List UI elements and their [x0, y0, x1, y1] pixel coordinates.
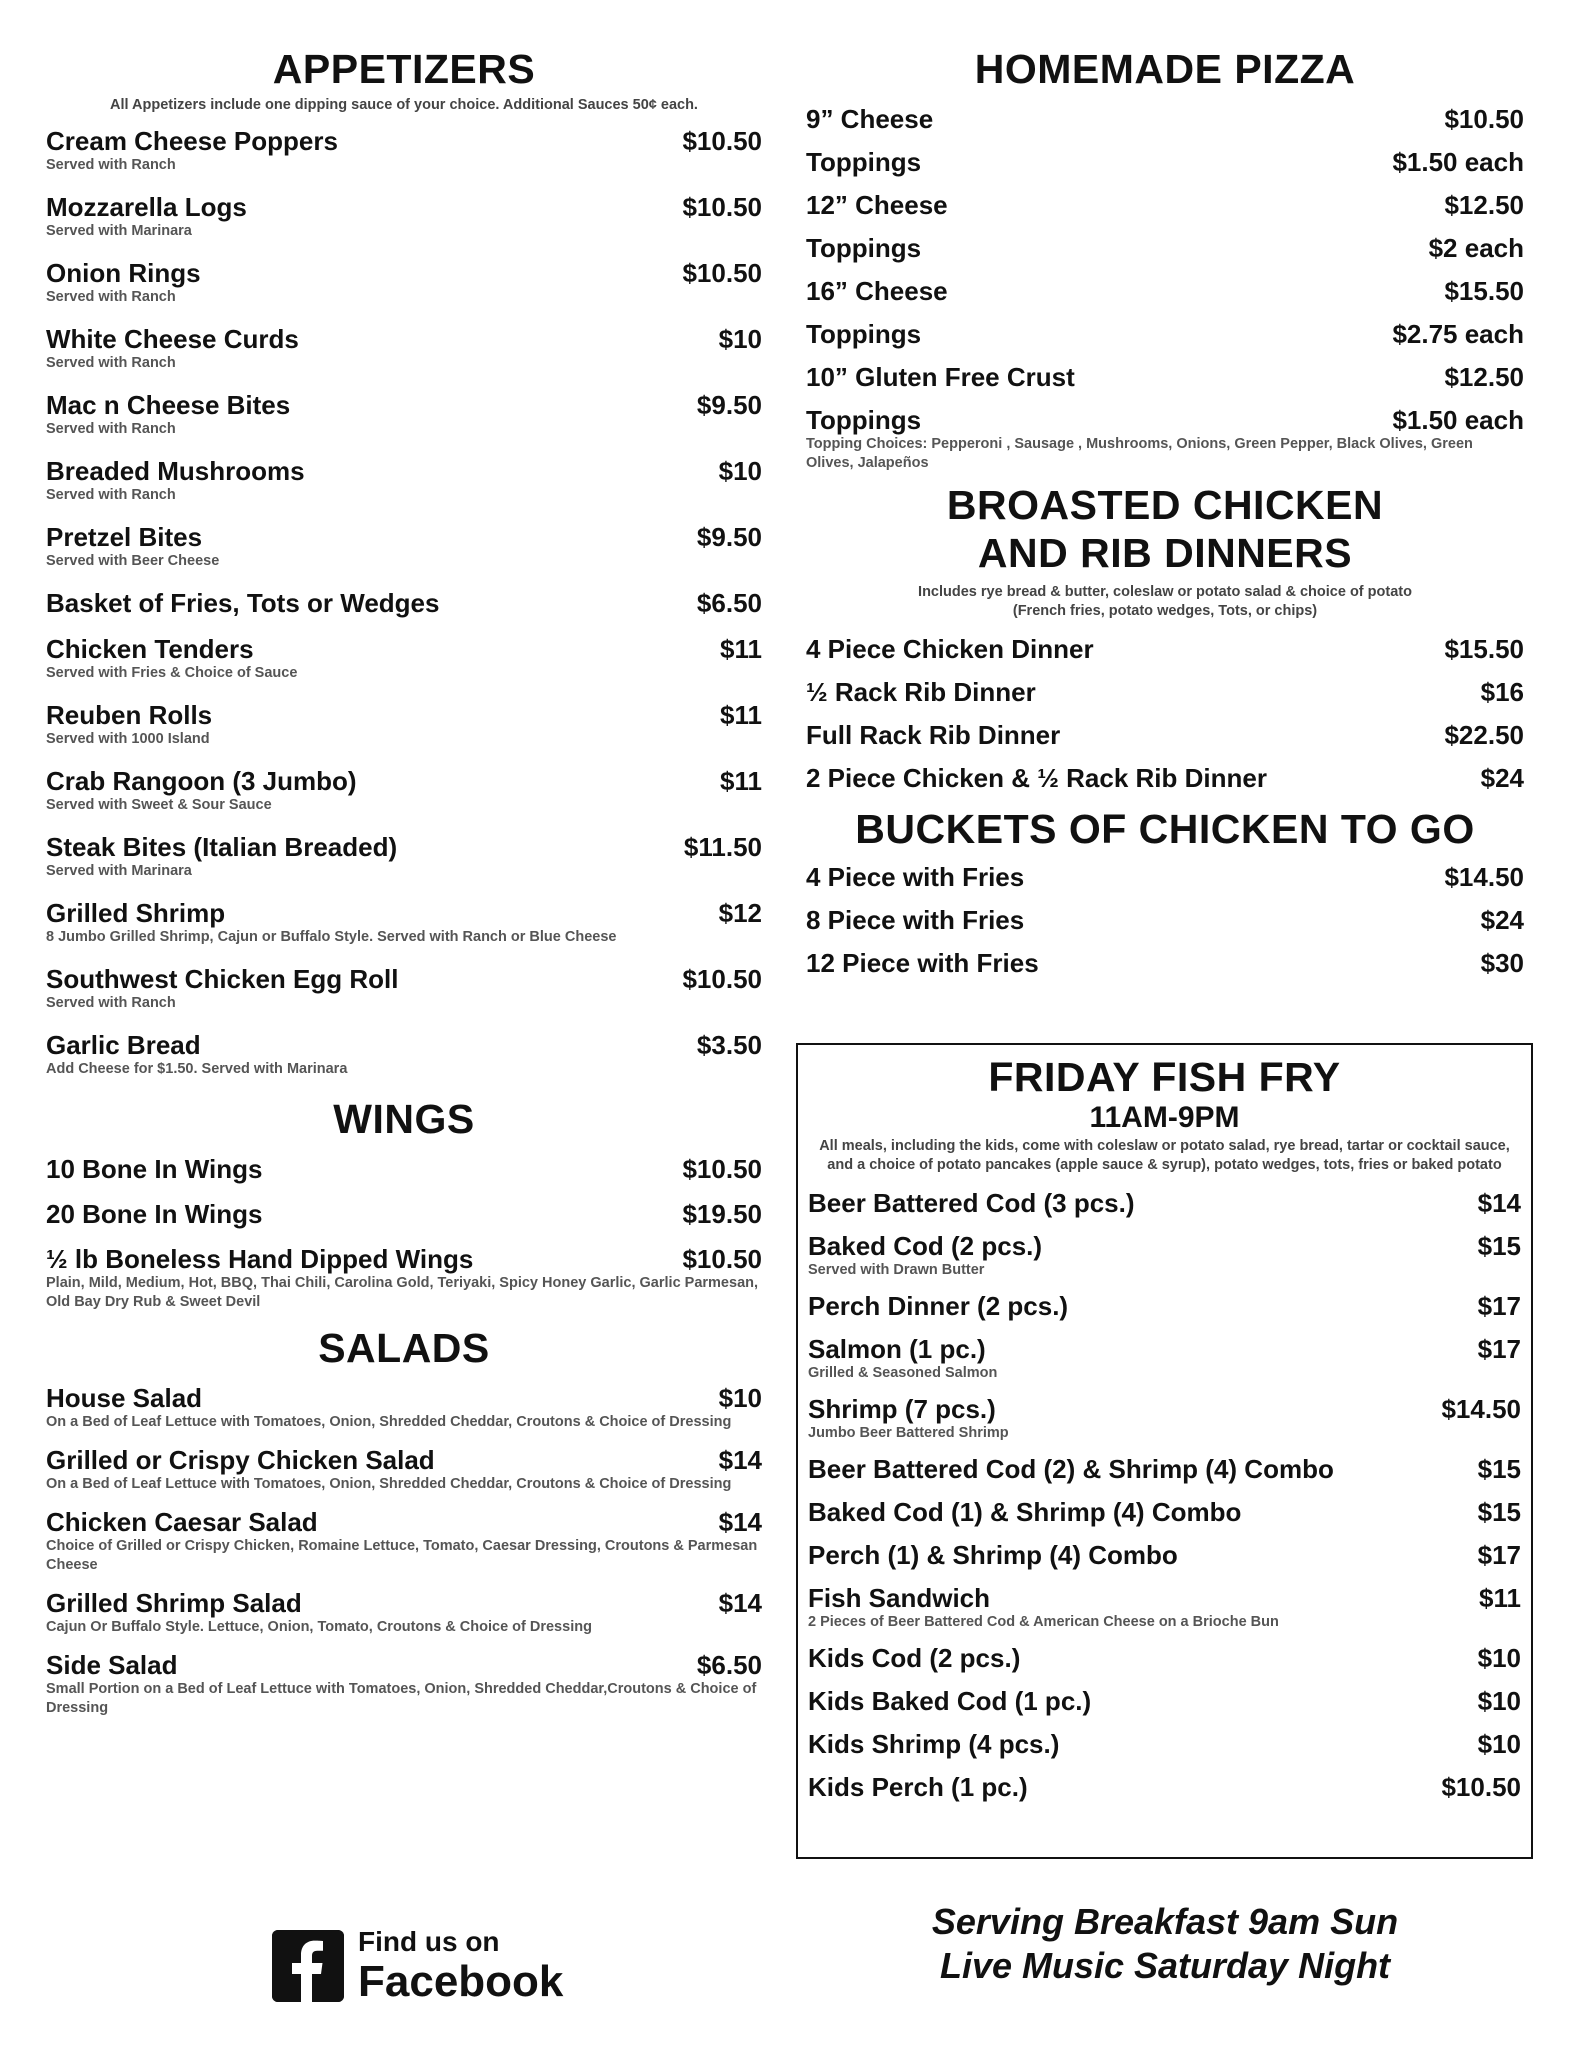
menu-item-name: White Cheese Curds — [46, 324, 299, 354]
menu-item-row — [46, 587, 762, 619]
menu-item-row — [808, 1333, 1521, 1365]
menu-item-name: Onion Rings — [46, 258, 201, 288]
menu-item-price: $10.50 — [682, 1244, 762, 1274]
menu-item-name: ½ lb Boneless Hand Dipped Wings — [46, 1244, 474, 1274]
menu-item — [806, 762, 1524, 794]
menu-item-price: $12.50 — [1444, 190, 1524, 220]
menu-item-name: Kids Perch (1 pc.) — [808, 1772, 1028, 1802]
menu-item-row — [46, 1444, 762, 1476]
menu-item-row — [808, 1496, 1521, 1528]
menu-item — [806, 947, 1524, 979]
menu-item-name: Perch (1) & Shrimp (4) Combo — [808, 1540, 1178, 1570]
menu-item — [808, 1333, 1521, 1383]
menu-item-name: Grilled Shrimp Salad — [46, 1588, 302, 1618]
menu-item-description: Served with 1000 Island — [46, 731, 210, 747]
menu-item-price: $11 — [720, 634, 762, 664]
menu-item-row — [806, 146, 1524, 178]
menu-item-price: $10 — [1477, 1729, 1521, 1759]
menu-item-description: Served with Marinara — [46, 223, 192, 239]
menu-item-row — [808, 1582, 1521, 1614]
fish-fry-title: FRIDAY FISH FRY — [988, 1054, 1341, 1100]
facebook-badge[interactable] — [272, 1928, 563, 2004]
fish-fry-box — [796, 1043, 1533, 1859]
menu-item-description: On a Bed of Leaf Lettuce with Tomatoes, Onion, Shredded Cheddar, Croutons & Choice of Dressing — [46, 1414, 732, 1430]
menu-item-name: 2 Piece Chicken & ½ Rack Rib Dinner — [806, 763, 1267, 793]
menu-item-row — [808, 1290, 1521, 1322]
menu-item — [808, 1642, 1521, 1674]
menu-item-name: Beer Battered Cod (3 pcs.) — [808, 1188, 1135, 1218]
menu-item — [46, 521, 762, 571]
menu-item-price: $14.50 — [1444, 862, 1524, 892]
menu-item-row — [808, 1187, 1521, 1219]
menu-item-name: Southwest Chicken Egg Roll — [46, 964, 399, 994]
menu-item — [46, 1382, 762, 1432]
menu-item-description: Served with Ranch — [46, 995, 176, 1011]
menu-item-name: Toppings — [806, 147, 922, 177]
broasted-title-line2: AND RIB DINNERS — [977, 530, 1353, 576]
menu-item-price: $10.50 — [1444, 104, 1524, 134]
fish-fry-list — [808, 1187, 1521, 1803]
menu-item-row — [808, 1539, 1521, 1571]
menu-item-row — [46, 323, 762, 355]
menu-item — [46, 1506, 762, 1575]
menu-item-price: $22.50 — [1444, 720, 1524, 750]
menu-item-name: 8 Piece with Fries — [806, 905, 1025, 935]
menu-item-description: Plain, Mild, Medium, Hot, BBQ, Thai Chili, Carolina Gold, Teriyaki, Spicy Honey Garlic, Garlic Parmesan, Old Bay Dry Rub & Sweet Devil — [46, 1275, 759, 1310]
menu-item-name: Perch Dinner (2 pcs.) — [808, 1291, 1069, 1321]
facebook-wordmark: Facebook — [358, 1957, 564, 2006]
menu-item-name: Kids Cod (2 pcs.) — [808, 1643, 1021, 1673]
breakfast-line: Serving Breakfast 9am Sun — [931, 1901, 1399, 1942]
menu-item-name: 10 Bone In Wings — [46, 1154, 263, 1184]
menu-item-row — [46, 963, 762, 995]
menu-item-row — [806, 103, 1524, 135]
menu-item-row — [46, 699, 762, 731]
menu-item — [806, 189, 1524, 221]
menu-item-price: $10.50 — [682, 126, 762, 156]
menu-item-price: $9.50 — [696, 390, 762, 420]
menu-item-name: 16” Cheese — [806, 276, 948, 306]
menu-item — [46, 191, 762, 241]
menu-item-price: $6.50 — [696, 588, 762, 618]
menu-item-row — [46, 1198, 762, 1230]
menu-item — [46, 323, 762, 373]
live-music-line: Live Music Saturday Night — [939, 1945, 1391, 1986]
fish-fry-note-line1: All meals, including the kids, come with coleslaw or potato salad, rye bread, tartar or cocktail sauce, — [819, 1138, 1510, 1154]
menu-item-price: $1.50 each — [1392, 405, 1524, 435]
menu-item — [806, 676, 1524, 708]
menu-item-row — [46, 257, 762, 289]
menu-item-row — [806, 361, 1524, 393]
menu-item-row — [46, 765, 762, 797]
broasted-title-line1: BROASTED CHICKEN — [946, 482, 1384, 528]
menu-item-row — [808, 1393, 1521, 1425]
menu-item-price: $14 — [1477, 1188, 1521, 1218]
broasted-note-line1: Includes rye bread & butter, coleslaw or potato salad & choice of potato — [918, 584, 1412, 600]
menu-item-row — [806, 275, 1524, 307]
menu-item — [806, 719, 1524, 751]
menu-item-row — [46, 1506, 762, 1538]
menu-item-price: $14.50 — [1441, 1394, 1521, 1424]
menu-item — [46, 1444, 762, 1494]
menu-item-price: $10.50 — [682, 192, 762, 222]
menu-item-price: $14 — [718, 1445, 762, 1475]
appetizers-title: APPETIZERS — [272, 46, 536, 92]
menu-item — [46, 1029, 762, 1079]
menu-item-name: Toppings — [806, 319, 922, 349]
menu-item-description: 2 Pieces of Beer Battered Cod & American Cheese on a Brioche Bun — [808, 1614, 1279, 1630]
menu-item-description: Choice of Grilled or Crispy Chicken, Romaine Lettuce, Tomato, Caesar Dressing, Croutons & Parmesan Cheese — [46, 1538, 758, 1573]
appetizers-note: All Appetizers include one dipping sauce of your choice. Additional Sauces 50¢ each. — [110, 97, 698, 113]
menu-item-name: Basket of Fries, Tots or Wedges — [46, 588, 440, 618]
menu-item-description: Served with Drawn Butter — [808, 1262, 985, 1278]
menu-item-row — [46, 1029, 762, 1061]
menu-item-price: $3.50 — [696, 1030, 762, 1060]
menu-item-description: Cajun Or Buffalo Style. Lettuce, Onion, Tomato, Croutons & Choice of Dressing — [46, 1619, 592, 1635]
menu-item — [806, 361, 1524, 393]
menu-item-name: Salmon (1 pc.) — [808, 1334, 986, 1364]
menu-item-row — [808, 1685, 1521, 1717]
menu-item — [46, 587, 762, 619]
menu-item — [46, 699, 762, 749]
menu-item-row — [806, 404, 1524, 436]
menu-item-price: $15.50 — [1444, 634, 1524, 664]
menu-item-name: Kids Baked Cod (1 pc.) — [808, 1686, 1092, 1716]
menu-item-price: $14 — [718, 1507, 762, 1537]
menu-item — [808, 1453, 1521, 1485]
menu-item-price: $1.50 each — [1392, 147, 1524, 177]
menu-item-price: $24 — [1480, 763, 1524, 793]
menu-item-price: $10 — [718, 324, 762, 354]
menu-item-description: 8 Jumbo Grilled Shrimp, Cajun or Buffalo Style. Served with Ranch or Blue Cheese — [46, 929, 617, 945]
menu-item-price: $19.50 — [682, 1199, 762, 1229]
menu-item-price: $17 — [1477, 1334, 1521, 1364]
menu-item-row — [46, 1587, 762, 1619]
menu-item-row — [46, 389, 762, 421]
menu-item-description: Served with Marinara — [46, 863, 192, 879]
facebook-text — [358, 1928, 563, 2004]
left-column — [46, 0, 762, 1730]
menu-item — [46, 1243, 762, 1312]
menu-item-row — [806, 947, 1524, 979]
menu-item — [806, 904, 1524, 936]
menu-item-price: $11 — [720, 700, 762, 730]
menu-item — [46, 1587, 762, 1637]
menu-item-description: Served with Fries & Choice of Sauce — [46, 665, 298, 681]
menu-item — [46, 963, 762, 1013]
menu-item-name: 4 Piece with Fries — [806, 862, 1025, 892]
broasted-list — [806, 633, 1524, 794]
menu-item-name: Mac n Cheese Bites — [46, 390, 291, 420]
menu-item-price: $6.50 — [696, 1650, 762, 1680]
menu-item-row — [808, 1642, 1521, 1674]
wings-title: WINGS — [333, 1096, 475, 1142]
menu-item-row — [806, 861, 1524, 893]
pizza-title: HOMEMADE PIZZA — [974, 46, 1356, 92]
menu-item-price: $10.50 — [1441, 1772, 1521, 1802]
menu-item — [808, 1187, 1521, 1219]
menu-item-name: 9” Cheese — [806, 104, 934, 134]
menu-item-price: $10.50 — [682, 1154, 762, 1184]
menu-item-name: Chicken Tenders — [46, 634, 254, 664]
menu-item-price: $17 — [1477, 1540, 1521, 1570]
menu-item-row — [46, 191, 762, 223]
menu-item-row — [806, 318, 1524, 350]
menu-item-row — [806, 189, 1524, 221]
menu-item-price: $10 — [718, 456, 762, 486]
menu-item — [806, 275, 1524, 307]
menu-item — [808, 1496, 1521, 1528]
menu-item-row — [806, 904, 1524, 936]
menu-item — [808, 1582, 1521, 1632]
menu-item — [46, 1649, 762, 1718]
menu-item-price: $11 — [1479, 1583, 1521, 1613]
menu-item-description: Served with Ranch — [46, 355, 176, 371]
menu-item-name: Grilled or Crispy Chicken Salad — [46, 1445, 435, 1475]
menu-item-price: $15 — [1477, 1497, 1521, 1527]
menu-item-row — [46, 1649, 762, 1681]
menu-item-price: $2 each — [1428, 233, 1524, 263]
menu-item — [46, 1153, 762, 1185]
menu-item-description: Served with Sweet & Sour Sauce — [46, 797, 272, 813]
menu-item — [806, 404, 1524, 473]
menu-item-row — [806, 633, 1524, 665]
menu-item-price: $12.50 — [1444, 362, 1524, 392]
menu-item-row — [808, 1230, 1521, 1262]
salads-list — [46, 1382, 762, 1718]
menu-item-description: Grilled & Seasoned Salmon — [808, 1365, 998, 1381]
menu-item-price: $9.50 — [696, 522, 762, 552]
menu-item-price: $16 — [1480, 677, 1524, 707]
broasted-note-line2: (French fries, potato wedges, Tots, or chips) — [1012, 603, 1318, 619]
menu-item-name: Chicken Caesar Salad — [46, 1507, 318, 1537]
menu-item-price: $17 — [1477, 1291, 1521, 1321]
menu-item-description: On a Bed of Leaf Lettuce with Tomatoes, Onion, Shredded Cheddar, Croutons & Choice of Dressing — [46, 1476, 732, 1492]
menu-item — [808, 1393, 1521, 1443]
menu-item — [46, 257, 762, 307]
menu-item-row — [46, 1153, 762, 1185]
menu-item-description: Served with Ranch — [46, 157, 176, 173]
menu-item-row — [808, 1453, 1521, 1485]
menu-item — [808, 1728, 1521, 1760]
menu-item — [46, 897, 762, 947]
menu-item-row — [46, 633, 762, 665]
menu-item-description: Served with Ranch — [46, 289, 176, 305]
menu-item-row — [806, 719, 1524, 751]
menu-item — [806, 861, 1524, 893]
menu-item-name: Toppings — [806, 233, 922, 263]
menu-item-price: $10.50 — [682, 258, 762, 288]
footer-announcements — [806, 1900, 1524, 1988]
menu-item — [46, 455, 762, 505]
buckets-list — [806, 861, 1524, 979]
menu-item-name: ½ Rack Rib Dinner — [806, 677, 1036, 707]
menu-item — [808, 1290, 1521, 1322]
menu-item-price: $10 — [1477, 1686, 1521, 1716]
menu-item-name: Crab Rangoon (3 Jumbo) — [46, 766, 357, 796]
menu-item-row — [806, 762, 1524, 794]
menu-item — [806, 633, 1524, 665]
menu-item-row — [46, 521, 762, 553]
menu-item-name: 12 Piece with Fries — [806, 948, 1039, 978]
menu-item-price: $10.50 — [682, 964, 762, 994]
menu-item — [808, 1539, 1521, 1571]
fish-fry-content — [808, 1053, 1521, 1814]
menu-item-name: Grilled Shrimp — [46, 898, 226, 928]
menu-item — [46, 831, 762, 881]
menu-item-name: Baked Cod (1) & Shrimp (4) Combo — [808, 1497, 1242, 1527]
menu-item-name: Toppings — [806, 405, 922, 435]
buckets-title: BUCKETS OF CHICKEN TO GO — [855, 806, 1475, 852]
wings-list — [46, 1153, 762, 1312]
salads-title: SALADS — [318, 1325, 490, 1371]
menu-item-name: Mozzarella Logs — [46, 192, 247, 222]
menu-item-name: 10” Gluten Free Crust — [806, 362, 1075, 392]
menu-item-price: $2.75 each — [1392, 319, 1524, 349]
menu-item-price: $12 — [718, 898, 762, 928]
menu-item-description: Served with Beer Cheese — [46, 553, 220, 569]
menu-item-name: Side Salad — [46, 1650, 178, 1680]
menu-item — [46, 765, 762, 815]
menu-item — [806, 318, 1524, 350]
menu-item-description: Small Portion on a Bed of Leaf Lettuce with Tomatoes, Onion, Shredded Cheddar,Croutons & Choice of Dressing — [46, 1681, 757, 1716]
fish-fry-note-line2: and a choice of potato pancakes (apple sauce & syrup), potato wedges, tots, fries or baked potato — [827, 1157, 1502, 1173]
menu-item — [46, 389, 762, 439]
menu-item-name: 12” Cheese — [806, 190, 948, 220]
right-column — [806, 0, 1524, 990]
menu-item-row — [808, 1728, 1521, 1760]
menu-item — [806, 103, 1524, 135]
menu-item-description: Add Cheese for $1.50. Served with Marinara — [46, 1061, 348, 1077]
menu-item — [808, 1230, 1521, 1280]
menu-item — [806, 232, 1524, 264]
menu-item-price: $10 — [1477, 1643, 1521, 1673]
menu-item-name: Fish Sandwich — [808, 1583, 991, 1613]
menu-item — [808, 1771, 1521, 1803]
menu-item — [46, 633, 762, 683]
menu-item-row — [46, 1243, 762, 1275]
menu-item-price: $15.50 — [1444, 276, 1524, 306]
menu-item-price: $15 — [1477, 1454, 1521, 1484]
menu-item-name: Baked Cod (2 pcs.) — [808, 1231, 1043, 1261]
menu-item-name: Full Rack Rib Dinner — [806, 720, 1061, 750]
menu-item — [46, 1198, 762, 1230]
menu-item-name: Cream Cheese Poppers — [46, 126, 338, 156]
menu-item-description: Served with Ranch — [46, 487, 176, 503]
appetizers-list — [46, 125, 762, 1079]
menu-item-name: 4 Piece Chicken Dinner — [806, 634, 1094, 664]
menu-item-row — [46, 831, 762, 863]
menu-item-name: Shrimp (7 pcs.) — [808, 1394, 996, 1424]
menu-item-row — [46, 1382, 762, 1414]
menu-item-price: $10 — [718, 1383, 762, 1413]
menu-item-price: $30 — [1480, 948, 1524, 978]
menu-item-name: Breaded Mushrooms — [46, 456, 305, 486]
menu-item-name: House Salad — [46, 1383, 203, 1413]
menu-item-name: 20 Bone In Wings — [46, 1199, 263, 1229]
menu-item-row — [46, 125, 762, 157]
menu-item-description: Topping Choices: Pepperoni , Sausage , Mushrooms, Onions, Green Pepper, Black Olives, Green Olives, Jalapeños — [806, 436, 1473, 471]
menu-item-price: $24 — [1480, 905, 1524, 935]
menu-item-name: Garlic Bread — [46, 1030, 201, 1060]
menu-item-price: $11.50 — [683, 832, 762, 862]
menu-item-name: Reuben Rolls — [46, 700, 213, 730]
menu-item — [806, 146, 1524, 178]
menu-item-name: Kids Shrimp (4 pcs.) — [808, 1729, 1060, 1759]
menu-item-row — [808, 1771, 1521, 1803]
facebook-icon — [272, 1930, 344, 2002]
menu-item-row — [46, 897, 762, 929]
menu-item-description: Served with Ranch — [46, 421, 176, 437]
menu-item-name: Steak Bites (Italian Breaded) — [46, 832, 398, 862]
menu-item-price: $15 — [1477, 1231, 1521, 1261]
menu-item — [46, 125, 762, 175]
menu-item-description: Jumbo Beer Battered Shrimp — [808, 1425, 1009, 1441]
menu-item-name: Beer Battered Cod (2) & Shrimp (4) Combo — [808, 1454, 1334, 1484]
menu-item-row — [46, 455, 762, 487]
pizza-list — [806, 103, 1524, 473]
menu-item-price: $11 — [720, 766, 762, 796]
menu-item-row — [806, 232, 1524, 264]
fish-fry-hours: 11AM-9PM — [1089, 1101, 1240, 1134]
menu-item — [808, 1685, 1521, 1717]
facebook-find-us: Find us on — [358, 1926, 500, 1957]
menu-item-name: Pretzel Bites — [46, 522, 203, 552]
menu-item-price: $14 — [718, 1588, 762, 1618]
menu-item-row — [806, 676, 1524, 708]
